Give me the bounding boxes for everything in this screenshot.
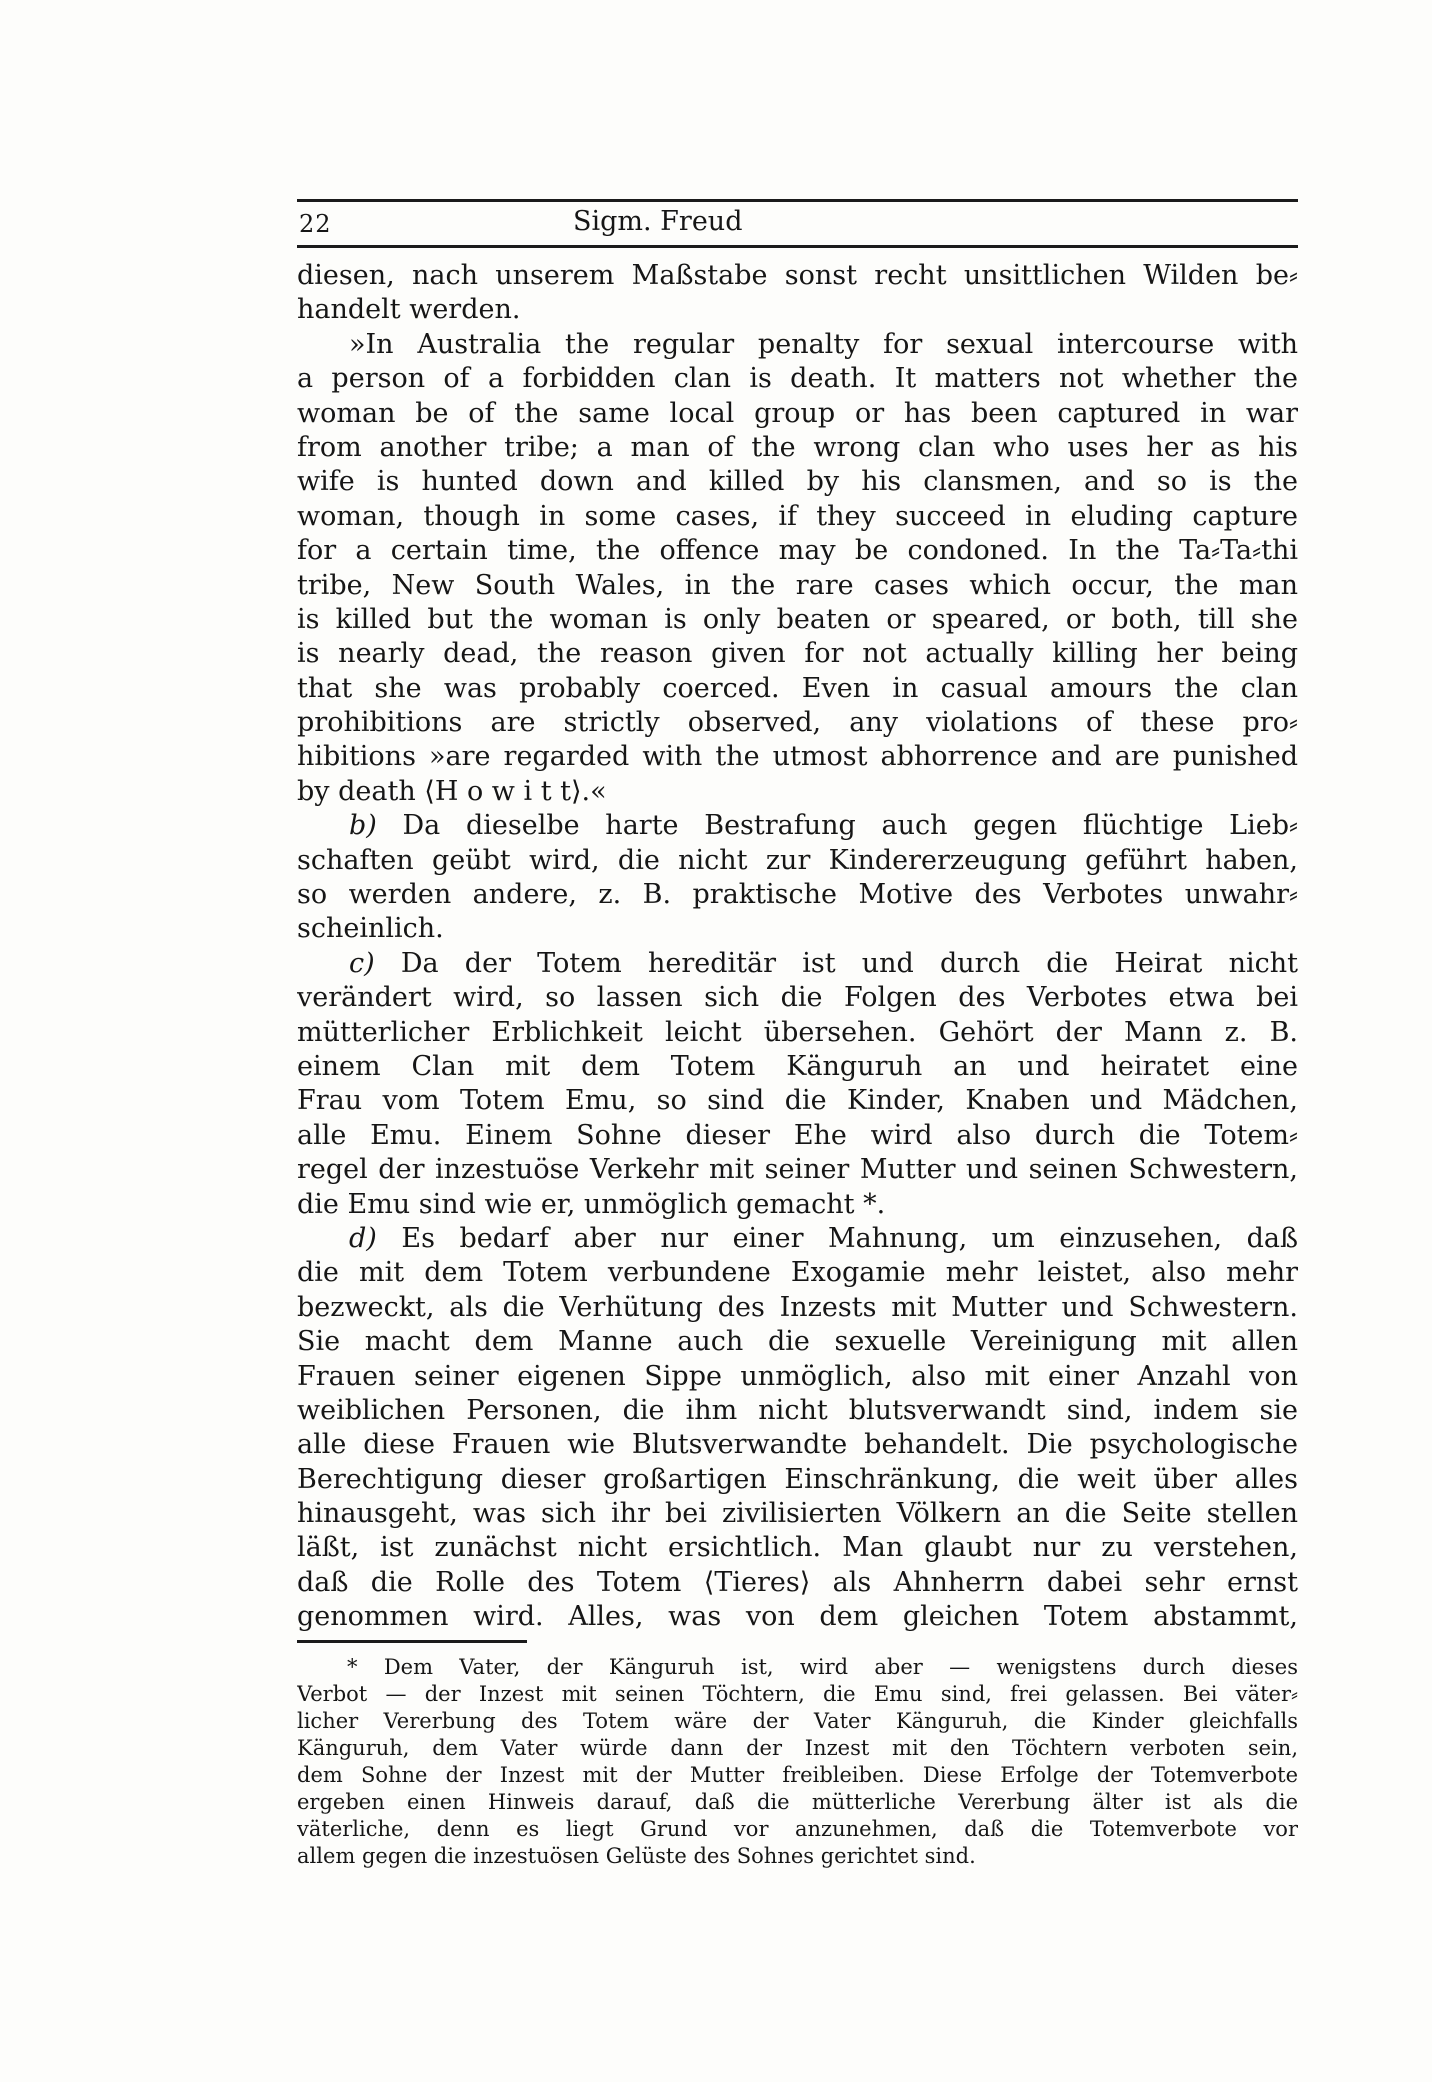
text-line: c) Da der Totem hereditär ist und durch die Heirat nicht: [349, 947, 1298, 979]
text-line: verändert wird, so lassen sich die Folgen des Verbotes etwa bei: [297, 982, 1298, 1014]
text-line: alle diese Frauen wie Blutsverwandte behandelt. Die psychologische: [297, 1429, 1298, 1461]
text-line: from another tribe; a man of the wrong clan who uses her as his: [297, 431, 1298, 463]
footnote-line: Verbot — der Inzest mit seinen Töchtern, die Emu sind, frei gelassen. Bei väter⸗: [297, 1682, 1298, 1706]
text-line: die Emu sind wie er, unmöglich gemacht *.: [297, 1188, 886, 1220]
text-line: for a certain time, the offence may be condoned. In the Ta⸗Ta⸗thi: [297, 535, 1298, 567]
body-text: [297, 259, 1298, 1635]
text-line: mütterlicher Erblichkeit leicht übersehen. Gehört der Mann z. B.: [297, 1016, 1298, 1048]
text-line: scheinlich.: [297, 913, 444, 945]
text-line: diesen, nach unserem Maßstabe sonst recht unsittlichen Wilden be⸗: [297, 260, 1298, 291]
text-line: einem Clan mit dem Totem Känguruh an und heiratet eine: [297, 1050, 1298, 1082]
header-rule-top: [297, 199, 1298, 202]
text-line: hibitions »are regarded with the utmost abhorrence and are punished: [297, 741, 1298, 773]
text-line: genommen wird. Alles, was von dem gleichen Totem abstammt,: [297, 1601, 1298, 1633]
text-line: so werden andere, z. B. praktische Motive des Verbotes unwahr⸗: [297, 879, 1298, 911]
text-line: läßt, ist zunächst nicht ersichtlich. Man glaubt nur zu verstehen,: [297, 1532, 1298, 1564]
text-line: hinausgeht, was sich ihr bei zivilisierten Völkern an die Seite stellen: [297, 1498, 1298, 1530]
footnote-text: [297, 1654, 1298, 1870]
page-number: 22: [299, 210, 332, 238]
text-line: weiblichen Personen, die ihm nicht blutsverwandt sind, indem sie: [297, 1394, 1298, 1426]
text-line: »In Australia the regular penalty for sexual intercourse with: [349, 328, 1298, 360]
text-line: is nearly dead, the reason given for not actually killing her being: [297, 638, 1298, 670]
footnote-line: ergeben einen Hinweis darauf, daß die mütterliche Vererbung älter ist als die: [297, 1790, 1298, 1814]
text-line: bezweckt, als die Verhütung des Inzests mit Mutter und Schwestern.: [297, 1291, 1298, 1323]
text-line: Frauen seiner eigenen Sippe unmöglich, also mit einer Anzahl von: [297, 1360, 1298, 1392]
header-rule-bottom: [297, 245, 1298, 248]
text-line: woman be of the same local group or has been captured in war: [297, 397, 1298, 429]
footnote-line: licher Vererbung des Totem wäre der Vater Känguruh, die Kinder gleichfalls: [297, 1709, 1298, 1733]
text-line: that she was probably coerced. Even in casual amours the clan: [297, 672, 1298, 704]
text-line: tribe, New South Wales, in the rare cases which occur, the man: [297, 569, 1298, 601]
footnote-separator-rule: [297, 1640, 527, 1643]
text-line: alle Emu. Einem Sohne dieser Ehe wird also durch die Totem⸗: [297, 1119, 1298, 1151]
text-line: prohibitions are strictly observed, any violations of these pro⸗: [297, 707, 1298, 739]
text-line: wife is hunted down and killed by his clansmen, and so is the: [297, 466, 1298, 498]
text-line: Berechtigung dieser großartigen Einschränkung, die weit über alles: [297, 1463, 1298, 1495]
text-line: b) Da dieselbe harte Bestrafung auch gegen flüchtige Lieb⸗: [349, 810, 1298, 842]
footnote-line: dem Sohne der Inzest mit der Mutter freibleiben. Diese Erfolge der Totemverbote: [297, 1763, 1298, 1787]
text-line: d) Es bedarf aber nur einer Mahnung, um einzusehen, daß: [349, 1222, 1298, 1254]
footnote-line: * Dem Vater, der Känguruh ist, wird aber — wenigstens durch dieses: [347, 1655, 1298, 1679]
text-line: die mit dem Totem verbundene Exogamie mehr leistet, also mehr: [297, 1257, 1298, 1289]
footnote-line: väterliche, denn es liegt Grund vor anzunehmen, daß die Totemverbote vor: [297, 1817, 1298, 1841]
text-line: Frau vom Totem Emu, so sind die Kinder, Knaben und Mädchen,: [297, 1085, 1298, 1117]
footnote-line: Känguruh, dem Vater würde dann der Inzest mit den Töchtern verboten sein,: [297, 1736, 1298, 1760]
running-head: Sigm. Freud: [573, 206, 743, 237]
text-line: Sie macht dem Manne auch die sexuelle Vereinigung mit allen: [297, 1326, 1298, 1358]
text-line: daß die Rolle des Totem ⟨Tieres⟩ als Ahnherrn dabei sehr ernst: [297, 1566, 1298, 1598]
text-line: regel der inzestuöse Verkehr mit seiner Mutter und seinen Schwestern,: [297, 1154, 1298, 1186]
text-line: handelt werden.: [297, 294, 521, 326]
text-line: is killed but the woman is only beaten or speared, or both, till she: [297, 603, 1298, 635]
text-line: woman, though in some cases, if they succeed in eluding capture: [297, 500, 1298, 532]
text-line: a person of a forbidden clan is death. It matters not whether the: [297, 363, 1298, 395]
text-line: schaften geübt wird, die nicht zur Kindererzeugung geführt haben,: [297, 844, 1298, 876]
footnote-line: allem gegen die inzestuösen Gelüste des Sohnes gerichtet sind.: [297, 1844, 976, 1868]
text-line: by death ⟨H o w i t t⟩.«: [297, 775, 607, 807]
